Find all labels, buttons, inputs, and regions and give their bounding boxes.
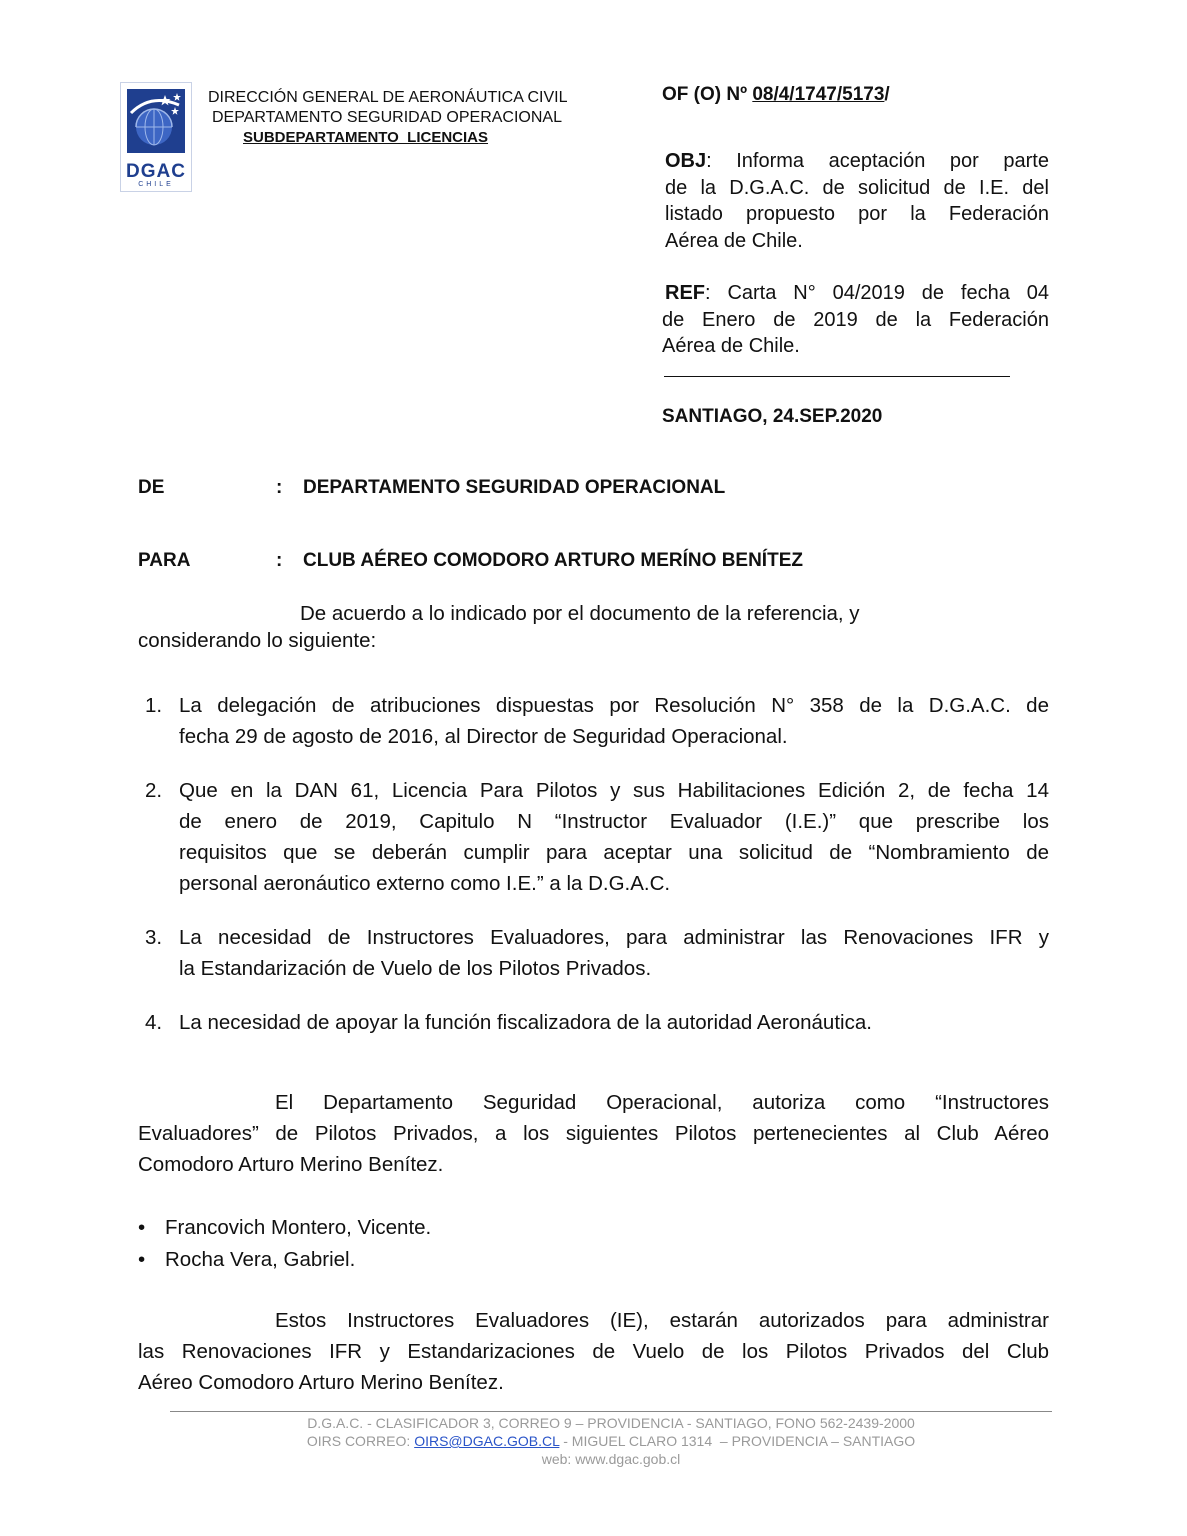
item-3-line-1: La necesidad de Instructores Evaluadores, para administrar las Renovaciones IFR y <box>179 926 1049 949</box>
item-2-line-2: de enero de 2019, Capitulo N “Instructor Evaluador (I.E.)” que prescribe los <box>179 810 1049 833</box>
footer-divider <box>170 1411 1052 1412</box>
objective-line-2: de la D.G.A.C. de solicitud de I.E. del <box>665 176 1049 199</box>
intro-line-2: considerando lo siguiente: <box>138 629 377 652</box>
authorization-line-2: Evaluadores” de Pilotos Privados, a los siguientes Pilotos pertenecientes al Club Aéreo <box>138 1122 1049 1145</box>
footer-address: D.G.A.C. - CLASIFICADOR 3, CORREO 9 – PROVIDENCIA - SANTIAGO, FONO 562-2439-2000 <box>307 1415 915 1431</box>
from-value: DEPARTAMENTO SEGURIDAD OPERACIONAL <box>303 477 726 498</box>
document-number-value: 08/4/1747/5173 <box>752 84 885 105</box>
list-item <box>179 922 1049 984</box>
to-label: PARA <box>138 550 191 571</box>
item-1-line-2: fecha 29 de agosto de 2016, al Director de Seguridad Operacional. <box>179 725 788 748</box>
item-2-line-3: requisitos que se deberán cumplir para aceptar una solicitud de “Nombramiento de <box>179 841 1049 864</box>
to-colon: : <box>276 550 283 571</box>
item-3-line-2: la Estandarización de Vuelo de los Pilotos Privados. <box>179 957 652 980</box>
item-2-line-1: Que en la DAN 61, Licencia Para Pilotos y sus Habilitaciones Edición 2, de fecha 14 <box>179 779 1049 802</box>
authorization-line-1: El Departamento Seguridad Operacional, autoriza como “Instructores <box>275 1091 1049 1114</box>
objective-line-4: Aérea de Chile. <box>665 229 803 252</box>
reference-line-3: Aérea de Chile. <box>662 335 800 357</box>
item-number-2: 2. <box>145 779 163 802</box>
bullet-icon: • <box>138 1248 146 1271</box>
closing-line-2: las Renovaciones IFR y Estandarizaciones de Vuelo de los Pilotos Privados del Club <box>138 1340 1049 1363</box>
document-number <box>662 84 890 106</box>
list-item <box>179 775 1049 899</box>
reference-divider <box>664 376 1010 377</box>
footer-contact-suffix: - MIGUEL CLARO 1314 – PROVIDENCIA – SANTIAGO <box>559 1433 916 1449</box>
list-item <box>179 1007 1049 1038</box>
list-item <box>179 690 1049 752</box>
item-number-1: 1. <box>145 694 163 717</box>
objective-line-3: listado propuesto por la Federación <box>665 203 1049 225</box>
dgac-logo <box>120 82 192 192</box>
logo-subtext: CHILE <box>138 181 174 188</box>
document-number-prefix: OF (O) Nº <box>662 84 753 105</box>
item-1-line-1: La delegación de atribuciones dispuestas por Resolución N° 358 de la D.G.A.C. de <box>179 694 1049 717</box>
authorization-line-3: Comodoro Arturo Merino Benítez. <box>138 1153 444 1176</box>
closing-line-3: Aéreo Comodoro Arturo Merino Benítez. <box>138 1371 504 1394</box>
subdepartment-name: SUBDEPARTAMENTO LICENCIAS <box>243 129 489 146</box>
document-date: SANTIAGO, 24.SEP.2020 <box>662 406 883 427</box>
footer-email-link[interactable]: OIRS@DGAC.GOB.CL <box>414 1433 560 1449</box>
document-number-suffix: / <box>884 84 890 105</box>
footer-website: web: www.dgac.gob.cl <box>541 1451 681 1467</box>
footer-contact-prefix: OIRS CORREO: <box>306 1433 415 1449</box>
item-number-3: 3. <box>145 926 163 949</box>
objective-block: OBJ: Informa aceptación por parte de la D.G.A.C. de solicitud de I.E. del listado propuesto por la Federación Aérea de Chile. <box>665 148 1049 254</box>
to-value: CLUB AÉREO COMODORO ARTURO MERÍNO BENÍTEZ <box>303 550 803 571</box>
closing-line-1: Estos Instructores Evaluadores (IE), estarán autorizados para administrar <box>275 1309 1049 1332</box>
item-2-line-4: personal aeronáutico externo como I.E.” a la D.G.A.C. <box>179 872 671 895</box>
item-4-line-1: La necesidad de apoyar la función fiscalizadora de la autoridad Aeronáutica. <box>179 1011 872 1034</box>
reference-block: REF: Carta N° 04/2019 de fecha 04 de Enero de 2019 de la Federación Aérea de Chile. <box>662 280 1049 360</box>
logo-text: DGAC <box>126 161 186 182</box>
intro-line-1: De acuerdo a lo indicado por el documento de la referencia, y <box>300 602 860 625</box>
footer-contact <box>170 1432 1052 1450</box>
objective-line-1: Informa aceptación por parte <box>736 150 1049 172</box>
bullet-icon: • <box>138 1216 146 1239</box>
reference-label: REF <box>665 282 705 304</box>
objective-label: OBJ <box>665 150 707 172</box>
closing-paragraph <box>138 1305 1049 1398</box>
from-label: DE <box>138 477 165 498</box>
pilot-name-1: Francovich Montero, Vicente. <box>165 1216 432 1239</box>
from-colon: : <box>276 477 283 498</box>
department-name: DEPARTAMENTO SEGURIDAD OPERACIONAL <box>212 109 562 126</box>
authorization-paragraph <box>138 1087 1049 1180</box>
org-name: DIRECCIÓN GENERAL DE AERONÁUTICA CIVIL <box>208 89 568 106</box>
reference-line-2: de Enero de 2019 de la Federación <box>662 308 1049 331</box>
reference-line-1: Carta N° 04/2019 de fecha 04 <box>727 282 1049 304</box>
item-number-4: 4. <box>145 1011 163 1034</box>
pilot-name-2: Rocha Vera, Gabriel. <box>165 1248 356 1271</box>
